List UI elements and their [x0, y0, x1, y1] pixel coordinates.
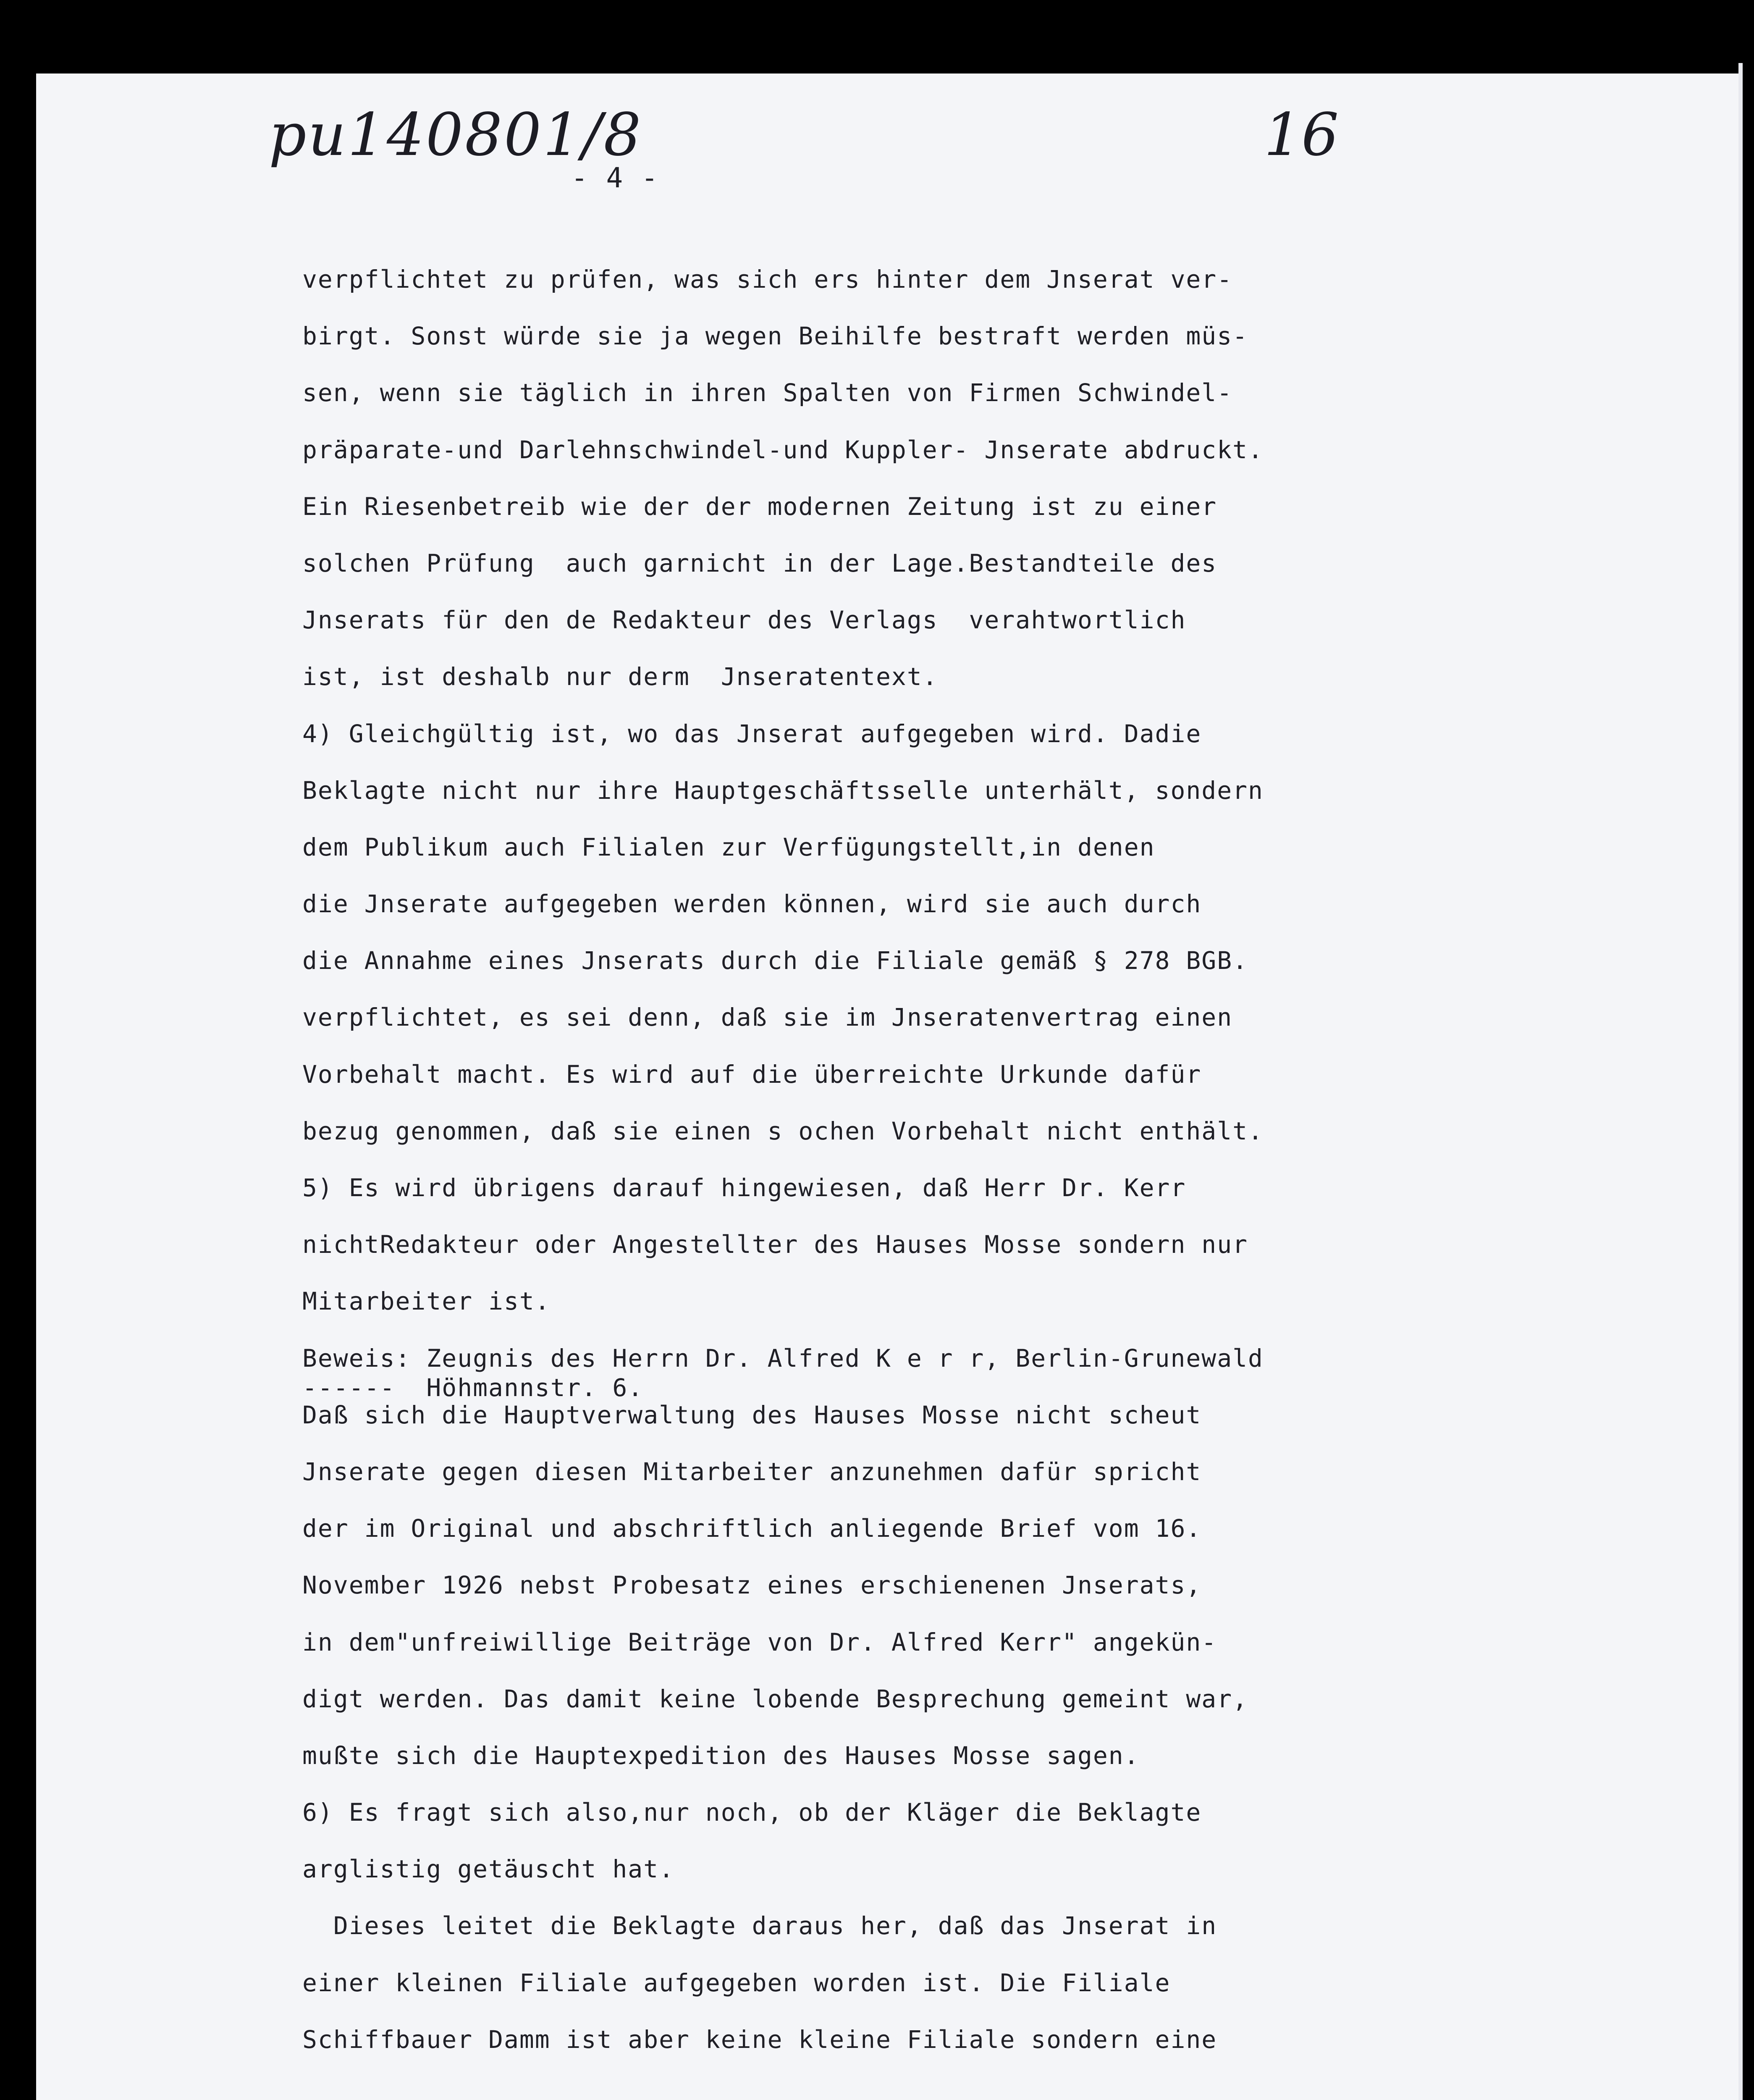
text-line: einer kleinen Filiale aufgegeben worden ist. Die Filiale — [302, 1968, 1171, 1997]
text-line: nichtRedakteur oder Angestellter des Hauses Mosse sondern nur — [302, 1230, 1248, 1259]
text-line: birgt. Sonst würde sie ja wegen Beihilfe bestraft werden müs- — [302, 322, 1248, 351]
text-line: Beweis: Zeugnis des Herrn Dr. Alfred K e r r, Berlin-Grunewald ------ Höhmannstr. 6. — [302, 1344, 1264, 1402]
handwritten-archive-reference: pu140801/8 — [269, 101, 643, 169]
text-line: in dem"unfreiwillige Beiträge von Dr. Alfred Kerr" angekün- — [302, 1628, 1217, 1656]
text-line: verpflichtet zu prüfen, was sich ers hinter dem Jnserat ver- — [302, 265, 1233, 294]
text-line: 5) Es wird übrigens darauf hingewiesen, daß Herr Dr. Kerr — [302, 1173, 1186, 1202]
text-line: Mitarbeiter ist. — [302, 1287, 551, 1316]
text-line: 4) Gleichgültig ist, wo das Jnserat aufgegeben wird. Dadie — [302, 719, 1202, 748]
text-line: der im Original und abschriftlich anliegende Brief vom 16. — [302, 1514, 1202, 1543]
text-line: Daß sich die Hauptverwaltung des Hauses Mosse nicht scheut — [302, 1400, 1202, 1429]
text-line: digt werden. Das damit keine lobende Besprechung gemeint war, — [302, 1684, 1248, 1713]
text-line: Dieses leitet die Beklagte daraus her, daß das Jnserat in — [302, 1911, 1217, 1940]
text-line: solchen Prüfung auch garnicht in der Lage.Bestandteile des — [302, 549, 1217, 578]
text-line: 6) Es fragt sich also,nur noch, ob der Kläger die Beklagte — [302, 1798, 1202, 1827]
text-line: mußte sich die Hauptexpedition des Hauses Mosse sagen. — [302, 1741, 1140, 1770]
text-line: Schiffbauer Damm ist aber keine kleine Filiale sondern eine — [302, 2025, 1217, 2054]
text-line: ist, ist deshalb nur derm Jnseratentext. — [302, 662, 938, 691]
text-line: verpflichtet, es sei denn, daß sie im Jnseratenvertrag einen — [302, 1003, 1233, 1032]
text-line: November 1926 nebst Probesatz eines erschienenen Jnserats, — [302, 1571, 1202, 1600]
text-line: bezug genommen, daß sie einen s ochen Vorbehalt nicht enthält. — [302, 1116, 1264, 1145]
page-number: - 4 - — [571, 162, 659, 194]
text-line: Beklagte nicht nur ihre Hauptgeschäftsselle unterhält, sondern — [302, 776, 1264, 805]
text-line: die Annahme eines Jnserats durch die Filiale gemäß § 278 BGB. — [302, 946, 1248, 975]
text-line: Vorbehalt macht. Es wird auf die überreichte Urkunde dafür — [302, 1060, 1202, 1089]
text-line: Jnserats für den de Redakteur des Verlags verahtwortlich — [302, 606, 1186, 635]
page-edge — [1738, 63, 1743, 2100]
text-line: arglistig getäuscht hat. — [302, 1855, 675, 1884]
text-line: präparate-und Darlehnschwindel-und Kuppler- Jnserate abdruckt. — [302, 435, 1264, 464]
text-line: Ein Riesenbetreib wie der der modernen Zeitung ist zu einer — [302, 492, 1217, 521]
handwritten-folio-number: 16 — [1264, 101, 1339, 169]
text-line: dem Publikum auch Filialen zur Verfügungstellt,in denen — [302, 832, 1155, 861]
text-line: die Jnserate aufgegeben werden können, wird sie auch durch — [302, 890, 1202, 919]
text-line: sen, wenn sie täglich in ihren Spalten von Firmen Schwindel- — [302, 378, 1233, 407]
text-line: Jnserate gegen diesen Mitarbeiter anzunehmen dafür spricht — [302, 1457, 1202, 1486]
typed-text-body — [302, 265, 1264, 2082]
